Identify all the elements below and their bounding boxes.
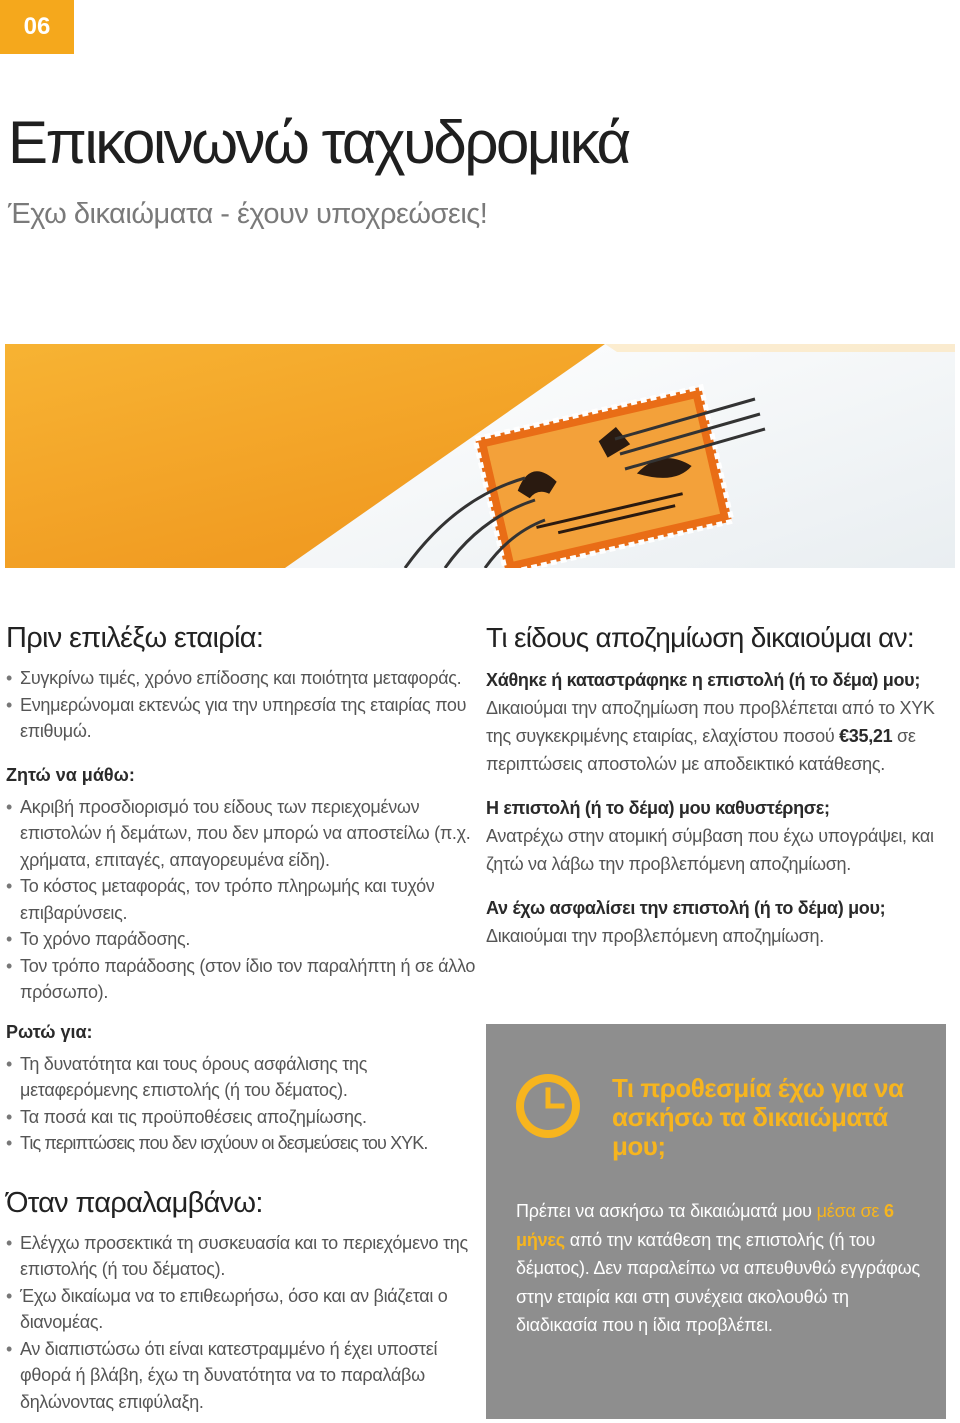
insured-block (486, 894, 956, 950)
list-item: • Ακριβή προσδιορισμό του είδους των περιεχομένων επιστολών ή δεμάτων, που δεν μπορώ να αποστείλω (π.χ. χρήματα, επιταγές, απαγορευμένα είδη). (6, 794, 476, 874)
insured-answer: Δικαιούμαι την προβλεπόμενη αποζημίωση. (486, 926, 824, 946)
left-column (6, 622, 476, 1415)
list-item: • Συγκρίνω τιμές, χρόνο επίδοσης και ποιότητα μεταφοράς. (6, 665, 476, 692)
when-receiving-list (6, 1230, 476, 1416)
delayed-answer: Ανατρέχω στην ατομική σύμβαση που έχω υπογράψει, και ζητώ να λάβω την προβλεπόμενη αποζημίωση. (486, 826, 934, 874)
lost-block (486, 666, 956, 778)
deadline-title: Τι προθεσμία έχω για να ασκήσω τα δικαιώματά μου; (612, 1073, 904, 1161)
clock-icon (514, 1072, 582, 1140)
before-choosing-list (6, 665, 476, 745)
envelope-stamp-photo (5, 344, 955, 568)
list-item: • Ενημερώνομαι εκτενώς για την υπηρεσία της εταιρίας που επιθυμώ. (6, 692, 476, 745)
when-receiving-heading: Όταν παραλαμβάνω: (6, 1186, 263, 1219)
compensation-heading: Τι είδους αποζημίωση δικαιούμαι αν: (486, 622, 914, 653)
list-item: • Τις περιπτώσεις που δεν ισχύουν οι δεσμεύσεις του ΧΥΚ. (6, 1130, 476, 1157)
page-subtitle: Έχω δικαιώματα - έχουν υποχρεώσεις! (8, 198, 488, 230)
ask-to-learn-list (6, 794, 476, 1006)
lost-answer-after: σε περιπτώσεις αποστολών με αποδεικτικό κατάθεσης. (486, 726, 916, 774)
lost-question: Χάθηκε ή καταστράφηκε η επιστολή (ή το δέμα) μου; (486, 670, 921, 690)
right-column (486, 622, 956, 950)
list-item: • Τον τρόπο παράδοσης (στον ίδιο τον παραλήπτη ή σε άλλο πρόσωπο). (6, 953, 476, 1006)
deadline-box (486, 1024, 946, 1419)
page-title: Επικοινωνώ ταχυδρομικά (8, 109, 629, 176)
page-number-badge: 06 (0, 0, 74, 54)
deadline-text-before: Πρέπει να ασκήσω τα δικαιώματά μου (516, 1201, 817, 1221)
lost-answer-before: Δικαιούμαι την αποζημίωση που προβλέπεται από το ΧΥΚ της συγκεκριμένης εταιρίας, ελαχίστου ποσού (486, 698, 935, 746)
deadline-text-after: από την κατάθεση της επιστολής (ή του δέματος). Δεν παραλείπω να απευθυνθώ εγγράφως στην εταιρία και στη συνέχεια ακολουθώ τη διαδικασία που η ίδια προβλέπει. (516, 1229, 920, 1335)
deadline-highlight: μέσα σε (816, 1201, 885, 1221)
ask-to-learn-heading: Ζητώ να μάθω: (6, 764, 135, 785)
ask-about-list (6, 1051, 476, 1157)
list-item: • Έχω δικαίωμα να το επιθεωρήσω, όσο και αν βιάζεται ο διανομέας. (6, 1283, 476, 1336)
list-item: • Το χρόνο παράδοσης. (6, 926, 476, 953)
min-amount: €35,21 (839, 726, 893, 746)
list-item: • Το κόστος μεταφοράς, τον τρόπο πληρωμής και τυχόν επιβαρύνσεις. (6, 873, 476, 926)
delayed-block (486, 794, 956, 878)
deadline-text (516, 1197, 926, 1340)
ask-about-heading: Ρωτώ για: (6, 1021, 93, 1042)
envelope-stamp-illustration (5, 344, 955, 568)
deadline-period: 6 μήνες (516, 1201, 894, 1250)
delayed-question: Η επιστολή (ή το δέμα) μου καθυστέρησε; (486, 798, 830, 818)
list-item: • Αν διαπιστώσω ότι είναι κατεστραμμένο ή έχει υποστεί φθορά ή βλάβη, έχω τη δυνατότητα να το παραλάβω δηλώνοντας επιφύλαξη. (6, 1336, 476, 1416)
list-item: • Ελέγχω προσεκτικά τη συσκευασία και το περιεχόμενο της επιστολής (ή του δέματος). (6, 1230, 476, 1283)
list-item: • Τη δυνατότητα και τους όρους ασφάλισης της μεταφερόμενης επιστολής (ή του δέματος). (6, 1051, 476, 1104)
list-item: • Τα ποσά και τις προϋποθέσεις αποζημίωσης. (6, 1104, 476, 1131)
insured-question: Αν έχω ασφαλίσει την επιστολή (ή το δέμα) μου; (486, 898, 886, 918)
before-choosing-heading: Πριν επιλέξω εταιρία: (6, 622, 264, 654)
